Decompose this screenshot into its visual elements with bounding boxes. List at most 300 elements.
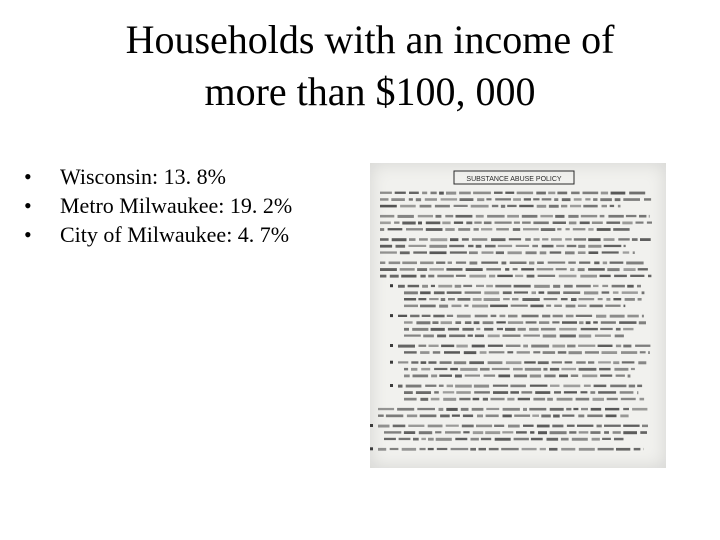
doc-word-stroke <box>428 448 434 450</box>
doc-word-stroke <box>503 415 512 418</box>
doc-word-stroke <box>610 385 626 388</box>
doc-word-stroke <box>553 285 560 288</box>
doc-word-stroke <box>421 438 426 440</box>
doc-word-stroke <box>517 351 530 353</box>
doc-word-stroke <box>547 438 559 441</box>
doc-word-stroke <box>441 298 446 301</box>
doc-word-stroke <box>380 205 397 208</box>
doc-word-stroke <box>488 361 503 364</box>
doc-word-stroke <box>417 268 427 271</box>
doc-word-stroke <box>380 262 385 265</box>
doc-word-stroke <box>445 215 453 218</box>
doc-word-stroke <box>561 368 576 370</box>
doc-word-stroke <box>514 438 529 441</box>
doc-word-stroke <box>455 321 461 324</box>
doc-word-stroke <box>476 245 482 248</box>
doc-word-stroke <box>404 431 415 434</box>
doc-word-stroke <box>471 438 479 441</box>
doc-word-stroke <box>420 351 429 354</box>
doc-word-stroke <box>600 375 612 377</box>
bullet-text: City of Milwaukee: 4. 7% <box>60 222 290 247</box>
doc-word-stroke <box>614 438 624 441</box>
doc-word-stroke <box>448 328 459 331</box>
doc-word-stroke <box>637 385 642 388</box>
doc-word-stroke <box>554 305 562 307</box>
doc-word-stroke <box>621 398 636 400</box>
doc-word-stroke <box>416 321 430 324</box>
doc-word-stroke <box>506 361 522 364</box>
doc-word-stroke <box>562 198 571 201</box>
doc-word-stroke <box>612 285 625 288</box>
doc-word-stroke <box>407 415 417 418</box>
doc-word-stroke <box>562 321 577 324</box>
doc-word-stroke <box>492 205 498 207</box>
doc-word-stroke <box>413 438 419 441</box>
doc-word-stroke <box>422 192 427 195</box>
doc-word-stroke <box>573 228 586 230</box>
doc-word-stroke <box>578 305 587 307</box>
doc-word-stroke <box>640 351 646 353</box>
doc-word-stroke <box>632 238 638 241</box>
doc-word-stroke <box>569 222 577 225</box>
doc-word-stroke <box>579 262 590 264</box>
doc-word-stroke <box>535 391 550 394</box>
doc-word-stroke <box>428 361 436 364</box>
doc-word-stroke <box>616 375 625 377</box>
doc-word-stroke <box>495 198 511 200</box>
doc-word-stroke <box>554 198 558 201</box>
doc-word-stroke <box>420 291 431 294</box>
doc-word-stroke <box>604 425 621 427</box>
doc-word-stroke <box>597 228 611 231</box>
doc-word-stroke <box>557 192 567 195</box>
doc-word-stroke <box>522 298 539 301</box>
doc-word-stroke <box>589 251 599 254</box>
doc-word-stroke <box>484 222 492 225</box>
doc-word-stroke <box>565 361 573 363</box>
doc-word-stroke <box>541 228 556 231</box>
doc-word-stroke <box>649 215 650 218</box>
doc-word-stroke <box>431 328 445 331</box>
doc-word-stroke <box>585 351 599 354</box>
doc-word-stroke <box>563 385 580 388</box>
doc-word-stroke <box>644 198 651 201</box>
doc-word-stroke <box>479 448 487 451</box>
doc-word-stroke <box>580 275 597 278</box>
doc-word-stroke <box>465 321 472 324</box>
doc-word-stroke <box>413 375 429 378</box>
doc-word-stroke <box>550 251 562 253</box>
doc-word-stroke <box>513 228 520 231</box>
doc-word-stroke <box>529 408 546 411</box>
doc-word-stroke <box>509 238 521 240</box>
doc-word-stroke <box>548 262 566 264</box>
doc-word-stroke <box>434 391 439 393</box>
doc-word-stroke <box>628 375 631 378</box>
doc-word-stroke <box>448 262 452 264</box>
doc-word-stroke <box>458 228 470 231</box>
doc-word-stroke <box>551 238 562 241</box>
doc-word-stroke <box>404 305 418 308</box>
doc-word-stroke <box>518 328 526 331</box>
doc-word-stroke <box>441 321 452 324</box>
doc-word-stroke <box>481 438 491 440</box>
doc-word-stroke <box>420 305 436 308</box>
doc-word-stroke <box>493 391 508 394</box>
doc-word-stroke <box>449 245 464 247</box>
doc-word-stroke <box>503 291 512 294</box>
doc-word-stroke <box>489 275 495 278</box>
doc-word-stroke <box>439 375 452 377</box>
doc-word-stroke <box>514 375 527 378</box>
doc-word-stroke <box>518 398 530 401</box>
doc-word-stroke <box>380 238 389 241</box>
doc-word-stroke <box>384 431 401 433</box>
doc-word-stroke <box>623 345 631 348</box>
doc-word-stroke <box>549 205 559 208</box>
doc-word-stroke <box>543 351 556 354</box>
doc-word-stroke <box>546 305 551 307</box>
doc-word-stroke <box>581 215 597 218</box>
doc-word-stroke <box>533 398 545 401</box>
doc-word-stroke <box>627 315 638 318</box>
doc-word-stroke <box>495 438 511 441</box>
doc-word-stroke <box>488 335 500 338</box>
doc-word-stroke <box>613 361 619 364</box>
doc-word-stroke <box>522 448 537 450</box>
doc-word-stroke <box>431 398 440 401</box>
doc-bullet-mark <box>390 284 393 287</box>
doc-word-stroke <box>474 321 480 324</box>
doc-word-stroke <box>547 398 553 401</box>
doc-word-stroke <box>571 192 580 195</box>
doc-word-stroke <box>442 222 450 225</box>
doc-word-stroke <box>623 431 637 434</box>
doc-word-stroke <box>593 285 599 287</box>
slide-title <box>40 14 700 118</box>
doc-word-stroke <box>473 398 480 401</box>
doc-word-stroke <box>419 238 428 241</box>
doc-word-stroke <box>577 425 593 427</box>
doc-word-stroke <box>619 321 636 324</box>
doc-word-stroke <box>566 315 574 318</box>
doc-word-stroke <box>523 345 528 348</box>
doc-word-stroke <box>613 228 629 231</box>
doc-word-stroke <box>458 298 471 301</box>
doc-word-stroke <box>588 228 593 231</box>
doc-word-stroke <box>605 408 619 411</box>
doc-word-stroke <box>588 245 601 248</box>
doc-word-stroke <box>503 298 510 300</box>
doc-word-stroke <box>588 361 594 363</box>
doc-word-stroke <box>395 192 406 194</box>
doc-word-stroke <box>469 361 484 364</box>
doc-word-stroke <box>540 251 547 254</box>
doc-word-stroke <box>531 438 543 441</box>
doc-word-stroke <box>510 385 526 388</box>
doc-word-stroke <box>463 415 473 418</box>
doc-word-stroke <box>533 351 540 353</box>
bullet-wisconsin <box>24 162 292 191</box>
doc-word-stroke <box>567 425 575 427</box>
doc-word-stroke <box>454 205 468 207</box>
doc-word-stroke <box>579 368 597 371</box>
doc-word-stroke <box>433 351 440 354</box>
doc-word-stroke <box>420 262 434 265</box>
doc-word-stroke <box>526 251 537 254</box>
doc-word-stroke <box>631 368 635 370</box>
doc-word-stroke <box>626 262 643 265</box>
doc-word-stroke <box>566 228 570 230</box>
doc-word-stroke <box>492 368 510 370</box>
doc-word-stroke <box>521 391 532 393</box>
doc-word-stroke <box>629 385 635 388</box>
doc-word-stroke <box>464 305 468 307</box>
doc-word-stroke <box>606 298 610 301</box>
doc-word-stroke <box>378 425 390 428</box>
doc-word-stroke <box>578 268 585 271</box>
doc-word-stroke <box>422 285 428 288</box>
bullet-list <box>24 162 292 249</box>
doc-word-stroke <box>483 321 494 324</box>
doc-word-stroke <box>638 361 646 364</box>
doc-word-stroke <box>384 438 396 440</box>
doc-word-stroke <box>487 215 505 218</box>
doc-word-stroke <box>477 415 483 418</box>
doc-word-stroke <box>450 238 458 241</box>
doc-word-stroke <box>529 262 534 265</box>
doc-word-stroke <box>439 408 444 411</box>
doc-word-stroke <box>469 251 478 254</box>
doc-word-stroke <box>491 315 497 317</box>
doc-word-stroke <box>476 328 480 330</box>
doc-word-stroke <box>604 238 615 241</box>
doc-word-stroke <box>447 385 453 388</box>
doc-word-stroke <box>484 328 493 331</box>
doc-word-stroke <box>398 215 414 218</box>
doc-word-stroke <box>474 391 490 393</box>
doc-word-stroke <box>393 425 406 428</box>
doc-word-stroke <box>602 205 608 208</box>
doc-word-stroke <box>519 205 533 207</box>
doc-word-stroke <box>388 228 403 230</box>
doc-word-stroke <box>398 285 405 288</box>
doc-word-stroke <box>594 385 607 388</box>
doc-word-stroke <box>637 391 638 394</box>
doc-word-stroke <box>411 368 417 371</box>
doc-word-stroke <box>498 245 512 247</box>
doc-word-stroke <box>590 305 603 308</box>
doc-word-stroke <box>450 368 458 370</box>
doc-word-stroke <box>494 425 504 427</box>
doc-word-stroke <box>513 268 518 270</box>
doc-word-stroke <box>552 345 565 348</box>
doc-word-stroke <box>456 345 467 348</box>
doc-word-stroke <box>547 291 560 294</box>
doc-word-stroke <box>598 448 614 451</box>
doc-word-stroke <box>466 222 472 225</box>
doc-word-stroke <box>598 298 603 300</box>
doc-word-stroke <box>640 238 651 241</box>
doc-word-stroke <box>571 375 578 378</box>
doc-word-stroke <box>625 298 635 301</box>
doc-word-stroke <box>576 315 592 317</box>
doc-word-stroke <box>422 315 431 317</box>
doc-bullet-mark <box>370 447 373 450</box>
doc-word-stroke <box>404 368 408 371</box>
doc-word-stroke <box>530 305 543 308</box>
doc-word-stroke <box>454 361 466 364</box>
doc-word-stroke <box>548 192 555 195</box>
doc-word-stroke <box>507 215 519 218</box>
doc-word-stroke <box>436 438 452 441</box>
doc-word-stroke <box>404 351 417 353</box>
doc-word-stroke <box>621 351 637 354</box>
doc-word-stroke <box>542 245 554 248</box>
doc-word-stroke <box>502 262 507 265</box>
doc-word-stroke <box>610 315 625 318</box>
doc-word-stroke <box>613 298 621 300</box>
doc-word-stroke <box>629 192 645 195</box>
doc-word-stroke <box>607 398 618 400</box>
doc-word-stroke <box>543 368 547 371</box>
doc-word-stroke <box>618 238 629 240</box>
doc-word-stroke <box>483 398 488 401</box>
doc-word-stroke <box>435 431 441 433</box>
doc-word-stroke <box>585 198 590 200</box>
doc-word-stroke <box>524 361 536 363</box>
doc-word-stroke <box>497 328 503 330</box>
doc-word-stroke <box>600 198 612 201</box>
doc-word-stroke <box>566 408 571 411</box>
doc-word-stroke <box>508 321 523 324</box>
doc-word-stroke <box>574 198 582 201</box>
doc-word-stroke <box>530 431 534 434</box>
doc-word-stroke <box>563 291 580 294</box>
doc-word-stroke <box>523 408 527 411</box>
doc-word-stroke <box>476 215 484 218</box>
doc-word-stroke <box>409 245 427 247</box>
doc-word-stroke <box>578 245 585 248</box>
doc-word-stroke <box>470 448 476 451</box>
doc-word-stroke <box>514 222 520 224</box>
doc-word-stroke <box>642 425 648 428</box>
doc-word-stroke <box>418 222 422 225</box>
scanned-policy-document-image <box>370 163 666 468</box>
doc-word-stroke <box>460 198 474 201</box>
doc-word-stroke <box>398 385 403 388</box>
doc-word-stroke <box>626 215 637 217</box>
doc-word-stroke <box>386 415 403 418</box>
doc-word-stroke <box>463 431 469 433</box>
doc-word-stroke <box>579 431 589 433</box>
doc-word-stroke <box>452 305 462 308</box>
doc-word-stroke <box>616 345 621 348</box>
doc-word-stroke <box>564 285 573 288</box>
doc-word-stroke <box>446 408 457 411</box>
doc-word-stroke <box>495 285 511 288</box>
doc-word-stroke <box>401 275 416 278</box>
doc-word-stroke <box>620 391 634 394</box>
doc-word-stroke <box>446 192 456 195</box>
doc-word-stroke <box>435 205 450 208</box>
doc-word-stroke <box>606 222 620 224</box>
doc-word-stroke <box>514 285 531 288</box>
doc-word-stroke <box>409 192 419 194</box>
doc-word-stroke <box>543 335 557 338</box>
doc-word-stroke <box>380 268 397 271</box>
doc-word-stroke <box>380 275 386 278</box>
doc-word-stroke <box>648 351 650 354</box>
doc-word-stroke <box>623 328 633 330</box>
doc-word-stroke <box>412 328 428 331</box>
doc-word-stroke <box>380 222 391 225</box>
doc-word-stroke <box>542 315 550 318</box>
doc-word-stroke <box>581 328 598 330</box>
doc-word-stroke <box>431 285 435 287</box>
doc-word-stroke <box>438 285 452 288</box>
doc-word-stroke <box>634 448 641 451</box>
doc-word-stroke <box>480 351 487 354</box>
doc-word-stroke <box>484 375 496 377</box>
doc-word-stroke <box>410 315 419 318</box>
doc-word-stroke <box>420 275 425 278</box>
doc-word-stroke <box>525 238 531 241</box>
doc-word-stroke <box>523 228 539 230</box>
doc-word-stroke <box>404 321 413 323</box>
doc-word-stroke <box>470 262 478 265</box>
doc-word-stroke <box>486 415 499 418</box>
doc-word-stroke <box>416 198 421 201</box>
doc-word-stroke <box>468 245 473 247</box>
doc-word-stroke <box>521 268 534 270</box>
doc-word-stroke <box>404 291 418 294</box>
doc-word-stroke <box>402 222 415 225</box>
doc-word-stroke <box>456 275 466 277</box>
doc-word-stroke <box>637 285 641 288</box>
policy-heading-text: SUBSTANCE ABUSE POLICY <box>466 176 562 183</box>
doc-word-stroke <box>635 345 650 347</box>
doc-word-stroke <box>573 408 578 410</box>
doc-word-stroke <box>599 368 611 371</box>
doc-bullet-mark <box>390 361 393 364</box>
doc-word-stroke <box>404 335 421 337</box>
illegible-text-lines <box>370 192 652 451</box>
doc-word-stroke <box>404 398 417 401</box>
doc-word-stroke <box>437 335 446 338</box>
doc-word-stroke <box>516 245 529 247</box>
doc-word-stroke <box>559 375 568 378</box>
doc-word-stroke <box>459 398 470 401</box>
doc-word-stroke <box>507 205 516 207</box>
doc-word-stroke <box>615 198 621 201</box>
doc-word-stroke <box>420 205 432 208</box>
doc-word-stroke <box>416 391 431 394</box>
doc-word-stroke <box>639 215 646 218</box>
doc-word-stroke <box>413 251 427 253</box>
doc-word-stroke <box>559 328 577 331</box>
doc-word-stroke <box>533 198 539 200</box>
doc-word-stroke <box>600 215 605 218</box>
doc-word-stroke <box>446 268 462 271</box>
doc-word-stroke <box>593 198 597 201</box>
doc-word-stroke <box>498 375 510 378</box>
doc-word-stroke <box>446 425 459 427</box>
doc-word-stroke <box>400 268 415 271</box>
doc-word-stroke <box>484 291 499 294</box>
doc-word-stroke <box>390 448 399 450</box>
doc-word-stroke <box>474 222 481 224</box>
